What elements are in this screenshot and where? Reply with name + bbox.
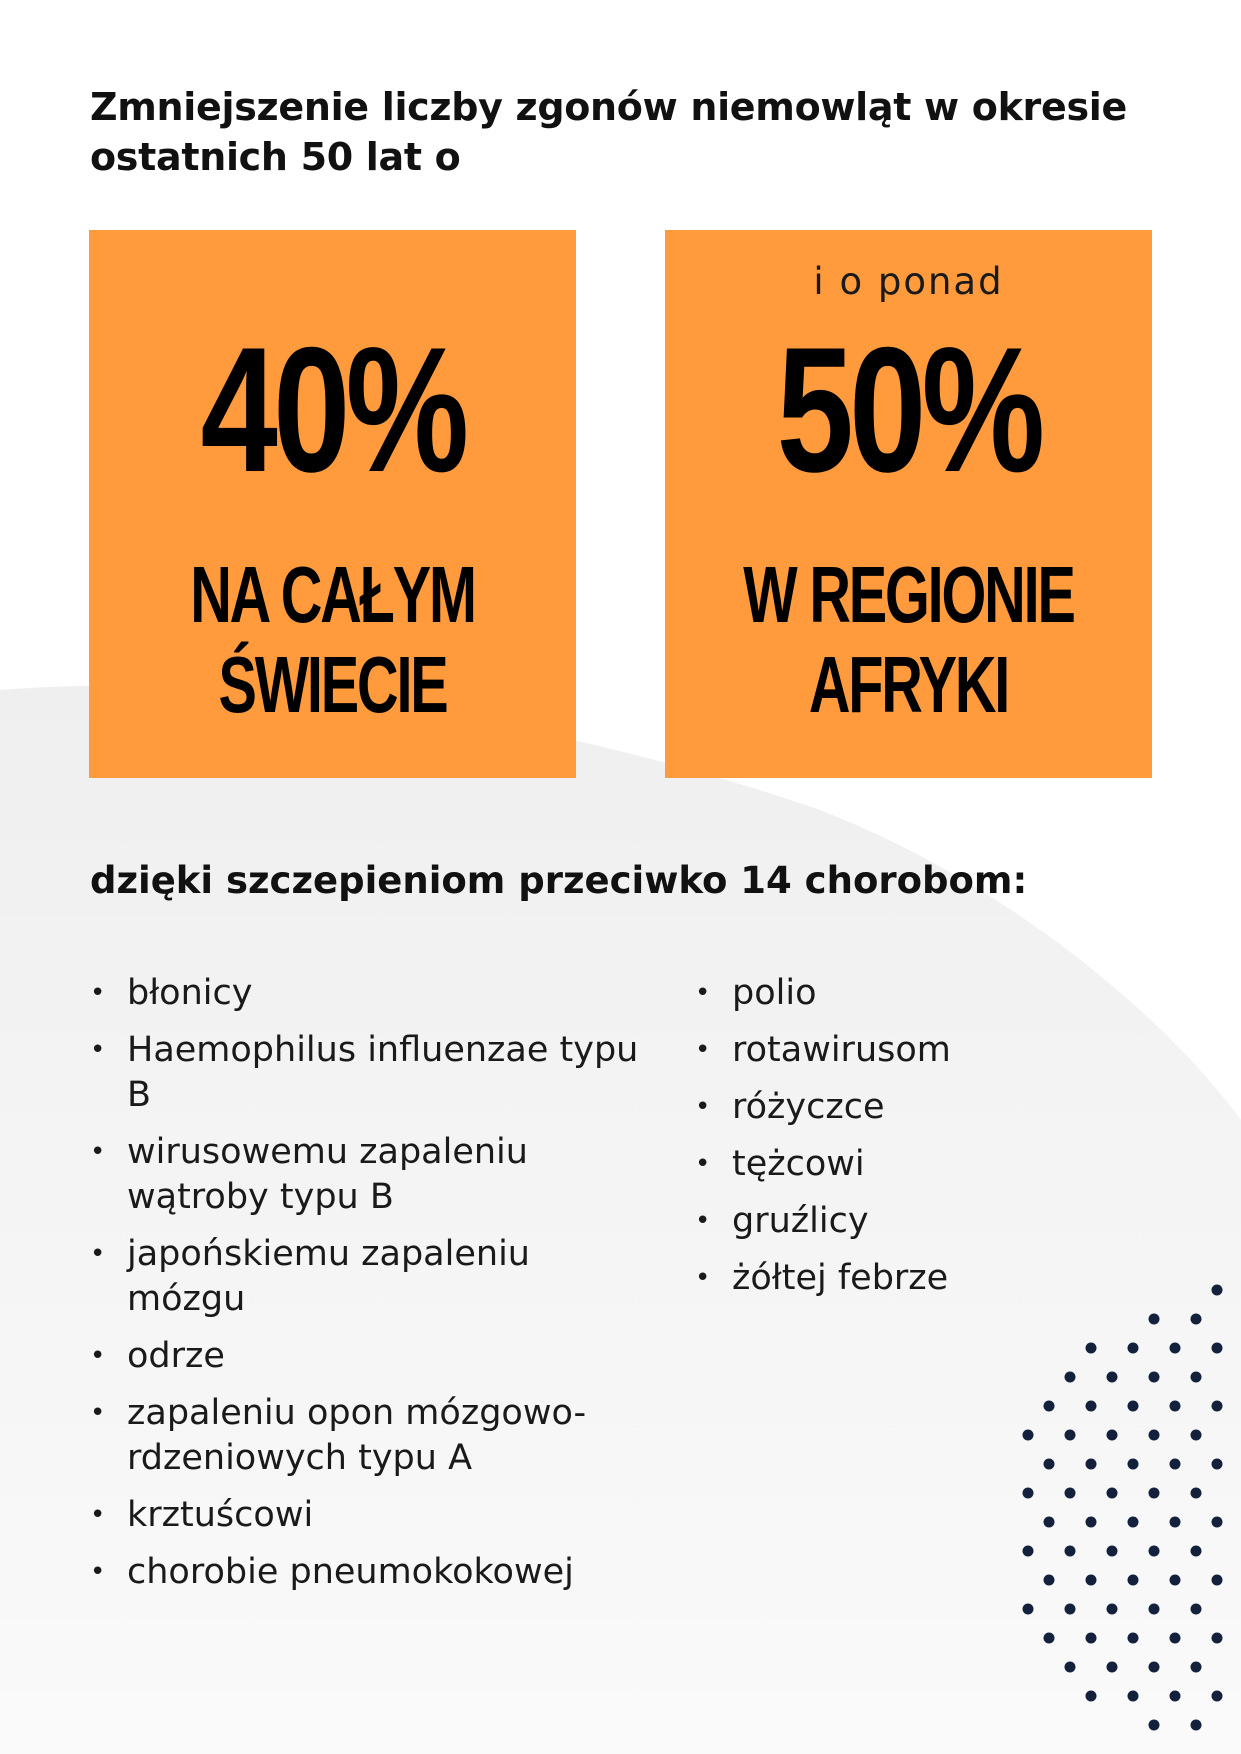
list-item [90,1550,650,1595]
pattern-dot [1149,1662,1160,1673]
pattern-dot [1128,1459,1139,1470]
bullet-icon: • [90,1557,106,1587]
pattern-dot [1191,1720,1202,1731]
disease-name: różyczce [732,1087,885,1127]
pattern-dot [1191,1488,1202,1499]
pattern-dot [1023,1488,1034,1499]
pattern-dot [1086,1459,1097,1470]
pattern-dot [1044,1517,1055,1528]
pattern-dot [1212,1691,1223,1702]
list-item [90,1391,650,1481]
disease-name: odrze [127,1336,225,1376]
stat-box-africa [665,230,1152,778]
bullet-icon: • [90,1239,106,1269]
pattern-dot [1065,1372,1076,1383]
pattern-dot [1149,1720,1160,1731]
dot-pattern-decoration [940,1280,1241,1754]
stat-label-line1: NA CAŁYM [190,550,475,639]
stat-value-world: 40% [200,310,465,509]
pattern-dot [1107,1546,1118,1557]
bullet-icon: • [90,1341,106,1371]
pattern-dot [1212,1343,1223,1354]
pattern-dot [1107,1488,1118,1499]
pattern-dot [1044,1633,1055,1644]
stat-label-line2: ŚWIECIE [218,640,447,729]
pattern-dot [1065,1430,1076,1441]
disease-name: rotawirusom [732,1030,951,1070]
pattern-dot [1170,1691,1181,1702]
pattern-dot [1191,1604,1202,1615]
list-item [90,1334,650,1379]
pattern-dot [1128,1575,1139,1586]
disease-name: tężcowi [732,1144,865,1184]
pattern-dot [1149,1372,1160,1383]
bullet-icon: • [90,1137,106,1167]
pattern-dot [1191,1430,1202,1441]
pattern-dot [1107,1430,1118,1441]
list-item [90,1493,650,1538]
pattern-dot [1212,1517,1223,1528]
stat-label-line1: W REGIONIE [743,550,1074,639]
disease-name: błonicy [127,973,253,1013]
stat-label-world [157,550,508,730]
pattern-dot [1086,1343,1097,1354]
list-item [90,1232,650,1322]
pattern-dot [1086,1575,1097,1586]
diseases-heading: dzięki szczepieniom przeciwko 14 chorobom: [90,859,1028,902]
pattern-dot [1191,1314,1202,1325]
disease-name: japońskiemu zapaleniu mózgu [127,1234,530,1319]
pattern-dot [1086,1517,1097,1528]
pattern-dot [1065,1662,1076,1673]
page-title: Zmniejszenie liczby zgonów niemowląt w okresie ostatnich 50 lat o [90,85,1127,179]
pattern-dot [1023,1430,1034,1441]
disease-name: chorobie pneumokokowej [127,1552,574,1592]
pattern-dot [1086,1691,1097,1702]
disease-name: polio [732,973,817,1013]
stat-label-africa [733,550,1084,730]
bullet-icon: • [695,978,711,1008]
disease-list-left [90,971,650,1607]
pattern-dot [1086,1401,1097,1412]
bullet-icon: • [695,1092,711,1122]
pattern-dot [1044,1459,1055,1470]
pattern-dot [1170,1517,1181,1528]
list-item [90,1130,650,1220]
pattern-dot [1128,1401,1139,1412]
pattern-dot [1170,1343,1181,1354]
pattern-dot [1212,1459,1223,1470]
disease-name: gruźlicy [732,1201,869,1241]
pattern-dot [1212,1575,1223,1586]
stat-label-line2: AFRYKI [808,640,1009,729]
pattern-dot [1065,1604,1076,1615]
bullet-icon: • [695,1263,711,1293]
pattern-dot [1107,1662,1118,1673]
pattern-dot [1065,1488,1076,1499]
bullet-icon: • [695,1035,711,1065]
pattern-dot [1107,1604,1118,1615]
pattern-dot [1128,1691,1139,1702]
pattern-dot [1149,1604,1160,1615]
stat-box-world [89,230,576,778]
disease-name: Haemophilus influenzae typu B [127,1030,639,1115]
bullet-icon: • [90,1500,106,1530]
pattern-dot [1170,1575,1181,1586]
pattern-dot [1023,1546,1034,1557]
bullet-icon: • [90,1398,106,1428]
pattern-dot [1191,1372,1202,1383]
pattern-dot [1023,1604,1034,1615]
pattern-dot [1212,1285,1223,1296]
disease-name: wirusowemu zapaleniu wątroby typu B [127,1132,528,1217]
list-item [695,971,1115,1016]
pattern-dot [1212,1633,1223,1644]
list-item [90,1028,650,1118]
list-item [90,971,650,1016]
pattern-dot [1170,1459,1181,1470]
list-item [695,1142,1115,1187]
stat-value-africa: 50% [776,310,1041,509]
pattern-dot [1128,1343,1139,1354]
disease-name: zapaleniu opon mózgowo-rdzeniowych typu A [127,1393,587,1478]
pattern-dot [1107,1372,1118,1383]
list-item [695,1199,1115,1244]
pattern-dot [1128,1633,1139,1644]
pattern-dot [1212,1401,1223,1412]
pattern-dot [1065,1546,1076,1557]
pattern-dot [1149,1314,1160,1325]
pattern-dot [1149,1546,1160,1557]
pattern-dot [1086,1633,1097,1644]
pattern-dot [1044,1575,1055,1586]
pattern-dot [1149,1430,1160,1441]
pattern-dot [1191,1662,1202,1673]
list-item [695,1085,1115,1130]
pattern-dot [1170,1401,1181,1412]
pattern-dot [1149,1488,1160,1499]
pattern-dot [1128,1517,1139,1528]
pattern-dot [1044,1401,1055,1412]
list-item [695,1028,1115,1073]
bullet-icon: • [695,1149,711,1179]
bullet-icon: • [90,978,106,1008]
disease-name: żółtej febrze [732,1258,949,1298]
disease-list-right [695,971,1115,1313]
stat-prefix-africa: i o ponad [813,260,1004,303]
bullet-icon: • [90,1035,106,1065]
bullet-icon: • [695,1206,711,1236]
pattern-dot [1170,1633,1181,1644]
pattern-dot [1191,1546,1202,1557]
disease-name: krztuścowi [127,1495,314,1535]
